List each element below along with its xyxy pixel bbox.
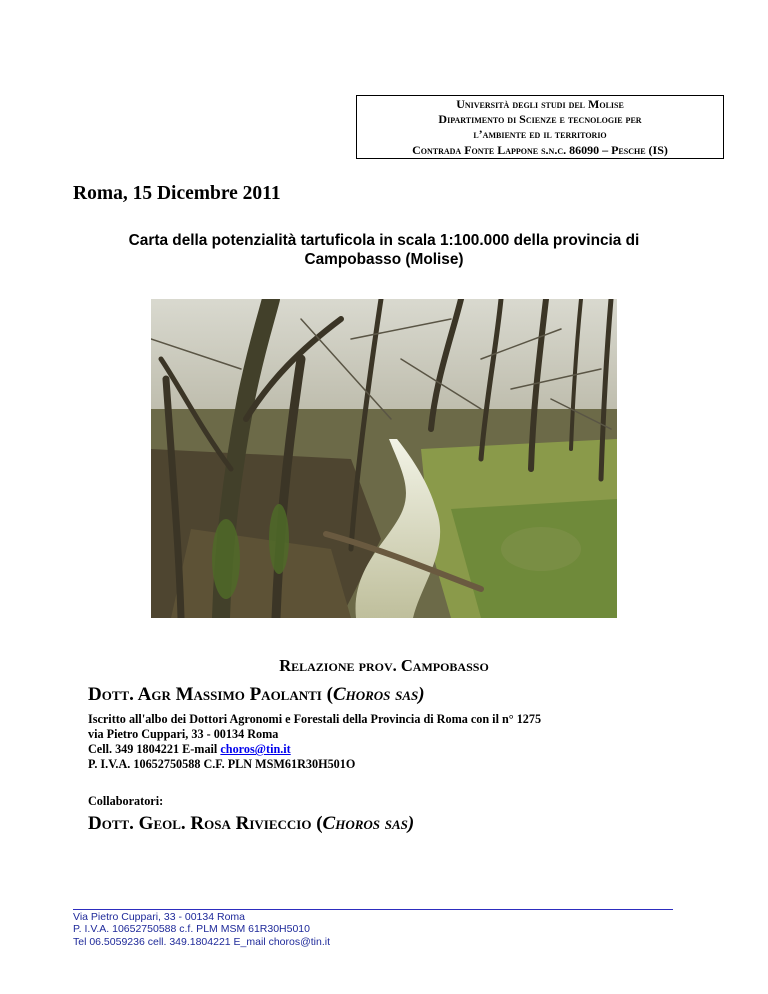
university-address: Contrada Fonte Lappone s.n.c. 86090 – Pesche (IS) [412,142,668,157]
document-date: Roma, 15 Dicembre 2011 [73,183,281,204]
author-address: via Pietro Cuppari, 33 - 00134 Roma [88,727,279,741]
author-name [88,684,425,706]
document-title [60,231,708,269]
footer-divider [73,909,673,910]
university-header-box [356,95,724,159]
document-title-line2: Campobasso (Molise) [304,251,464,268]
author-company: Choros sas) [332,684,425,705]
footer [73,911,330,948]
collaborator-name-text: Dott. Geol. Rosa Rivieccio ( [88,813,323,834]
author-registration: Iscritto all'albo dei Dottori Agronomi e Forestali della Provincia di Roma con il n° 1275 [88,712,542,726]
collaborator-name [88,813,414,835]
department-name-cont: l’ambiente ed il territorio [473,127,607,142]
collaborators-label: Collaboratori: [88,794,164,808]
department-name: Dipartimento di Scienze e tecnologie per [438,112,642,127]
footer-address: Via Pietro Cuppari, 33 - 00134 Roma [73,911,245,923]
collaborator-company: Choros sas) [322,813,415,834]
report-title: Relazione prov. Campobasso [279,656,489,675]
author-email-link[interactable]: choros@tin.it [220,742,291,756]
author-contact [88,742,541,757]
university-name: Università degli studi del Molise [456,97,624,111]
author-info [88,712,541,772]
author-name-text: Dott. Agr Massimo Paolanti ( [88,684,333,705]
footer-tax: P. I.V.A. 10652750588 c.f. PLM MSM 61R30H5010 [73,923,310,936]
footer-contact: Tel 06.5059236 cell. 349.1804221 E_mail choros@tin.it [73,935,330,948]
document-title-line1: Carta della potenzialità tartuficola in scala 1:100.000 della provincia di [128,232,640,249]
author-tax-codes: P. I.V.A. 10652750588 C.F. PLN MSM61R30H501O [88,757,356,771]
forest-stream-photo [151,299,617,618]
author-phone: Cell. 349 1804221 E-mail [88,742,221,756]
